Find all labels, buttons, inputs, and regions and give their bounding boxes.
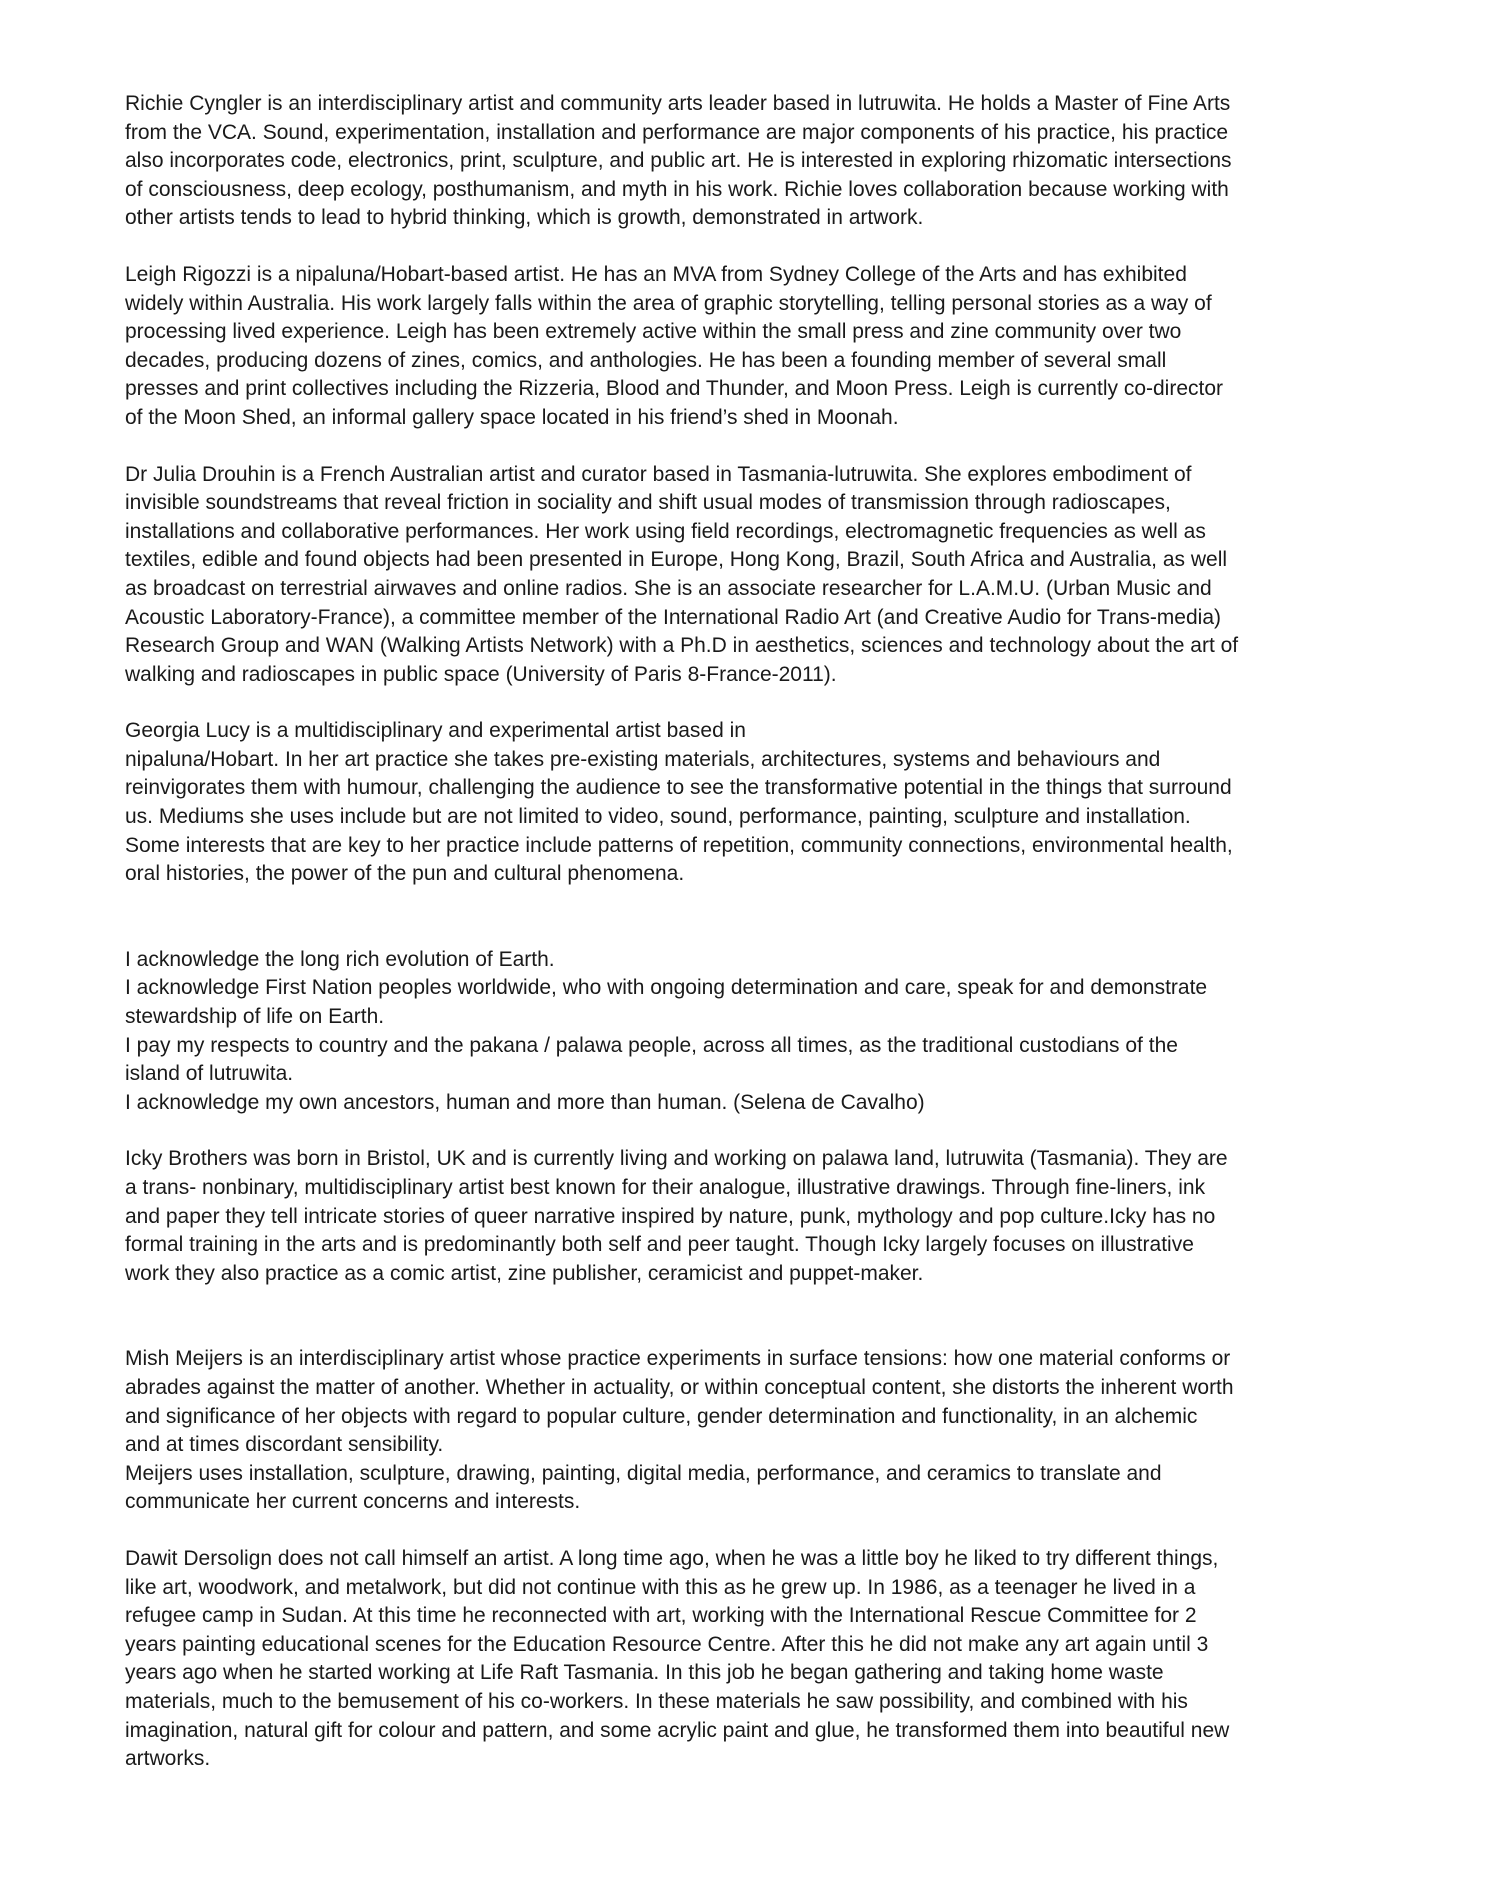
text-line: oral histories, the power of the pun and cultural phenomena. — [125, 862, 685, 886]
text-line: island of lutruwita. — [125, 1062, 294, 1086]
bio-dawit-dersolign — [125, 1545, 1375, 1774]
text-line: us. Mediums she uses include but are not limited to video, sound, performance, painting, sculpture and installation. — [125, 805, 1191, 829]
text-line: and significance of her objects with regard to popular culture, gender determination and functionality, in an alchemic — [125, 1404, 1198, 1428]
acknowledgement-of-country — [125, 946, 1375, 1118]
text-line: I acknowledge First Nation peoples worldwide, who with ongoing determination and care, speak for and demonstrate — [125, 976, 1208, 1000]
text-line: as broadcast on terrestrial airwaves and online radios. She is an associate researcher for L.A.M.U. (Urban Music and — [125, 576, 1212, 600]
text-line: materials, much to the bemusement of his co-workers. In these materials he saw possibility, and combined with his — [125, 1689, 1188, 1713]
text-line: Richie Cyngler is an interdisciplinary artist and community arts leader based in lutruwita. He holds a Master of Fine Arts — [125, 92, 1231, 115]
paragraph-spacer — [125, 889, 1375, 946]
text-line: also incorporates code, electronics, print, sculpture, and public art. He is interested in exploring rhizomatic intersections — [125, 149, 1232, 173]
text-line: walking and radioscapes in public space (University of Paris 8-France-2011). — [125, 662, 837, 686]
text-line: years painting educational scenes for the Education Resource Centre. After this he did not make any art again until 3 — [125, 1632, 1209, 1656]
text-line: I pay my respects to country and the pakana / palawa people, across all times, as the traditional custodians of the — [125, 1033, 1178, 1057]
text-line: Dawit Dersolign does not call himself an artist. A long time ago, when he was a little boy he liked to try different things, — [125, 1546, 1219, 1570]
text-line: and at times discordant sensibility. — [125, 1433, 444, 1457]
text-line: work they also practice as a comic artist, zine publisher, ceramicist and puppet-maker. — [125, 1261, 924, 1285]
text-line: Georgia Lucy is a multidisciplinary and experimental artist based in — [125, 719, 746, 743]
bio-leigh-rigozzi — [125, 261, 1375, 433]
text-line: other artists tends to lead to hybrid thinking, which is growth, demonstrated in artwork. — [125, 206, 924, 230]
paragraph-spacer — [125, 689, 1375, 717]
text-line: I acknowledge my own ancestors, human and more than human. (Selena de Cavalho) — [125, 1090, 925, 1114]
text-line: like art, woodwork, and metalwork, but did not continue with this as he grew up. In 1986, as a teenager he lived in a — [125, 1575, 1196, 1599]
text-line: Dr Julia Drouhin is a French Australian artist and curator based in Tasmania-lutruwita. She explores embodiment of — [125, 462, 1192, 486]
text-line: Some interests that are key to her practice include patterns of repetition, community connections, environmental health, — [125, 833, 1233, 857]
bio-julia-drouhin — [125, 461, 1375, 690]
text-line: Icky Brothers was born in Bristol, UK and is currently living and working on palawa land, lutruwita (Tasmania). They are — [125, 1147, 1228, 1171]
text-line: of the Moon Shed, an informal gallery space located in his friend’s shed in Moonah. — [125, 405, 899, 429]
text-line: from the VCA. Sound, experimentation, installation and performance are major components of his practice, his practice — [125, 120, 1229, 144]
paragraph-spacer — [125, 1517, 1375, 1545]
bio-mish-meijers — [125, 1345, 1375, 1517]
paragraph-spacer — [125, 1117, 1375, 1145]
bio-georgia-lucy — [125, 717, 1375, 889]
text-line: communicate her current concerns and interests. — [125, 1490, 581, 1514]
text-line: and paper they tell intricate stories of queer narrative inspired by nature, punk, mythology and pop culture.Icky has no — [125, 1204, 1216, 1228]
text-line: of consciousness, deep ecology, posthumanism, and myth in his work. Richie loves collaboration because working with — [125, 177, 1229, 201]
paragraph-spacer — [125, 433, 1375, 461]
text-line: imagination, natural gift for colour and pattern, and some acrylic paint and glue, he transformed them into beautiful new — [125, 1718, 1230, 1742]
text-line: refugee camp in Sudan. At this time he reconnected with art, working with the International Rescue Committee for 2 — [125, 1604, 1197, 1628]
text-line: years ago when he started working at Life Raft Tasmania. In this job he began gathering and taking home waste — [125, 1661, 1164, 1685]
text-line: stewardship of life on Earth. — [125, 1005, 385, 1029]
bio-richie-cyngler — [125, 90, 1375, 233]
text-line: artworks. — [125, 1747, 211, 1771]
text-line: invisible soundstreams that reveal friction in sociality and shift usual modes of transmission through radioscapes, — [125, 491, 1171, 515]
text-line: processing lived experience. Leigh has been extremely active within the small press and zine community over two — [125, 320, 1182, 344]
text-line: presses and print collectives including the Rizzeria, Blood and Thunder, and Moon Press. Leigh is currently co-director — [125, 377, 1224, 401]
text-line: Meijers uses installation, sculpture, drawing, painting, digital media, performance, and ceramics to translate and — [125, 1461, 1162, 1485]
paragraph-spacer — [125, 1288, 1375, 1345]
text-line: abrades against the matter of another. Whether in actuality, or within conceptual content, she distorts the inherent worth — [125, 1375, 1234, 1399]
text-line: nipaluna/Hobart. In her art practice she takes pre-existing materials, architectures, systems and behaviours and — [125, 747, 1161, 771]
text-line: reinvigorates them with humour, challenging the audience to see the transformative potential in the things that surround — [125, 776, 1232, 800]
text-line: widely within Australia. His work largely falls within the area of graphic storytelling, telling personal stories as a way of — [125, 291, 1212, 315]
text-line: Acoustic Laboratory-France), a committee member of the International Radio Art (and Creative Audio for Trans-media) — [125, 605, 1221, 629]
document-page — [125, 90, 1375, 1774]
text-line: Research Group and WAN (Walking Artists Network) with a Ph.D in aesthetics, sciences and technology about the art of — [125, 634, 1239, 658]
text-line: installations and collaborative performances. Her work using field recordings, electromagnetic frequencies as well as — [125, 519, 1206, 543]
text-line: textiles, edible and found objects had been presented in Europe, Hong Kong, Brazil, South Africa and Australia, as well — [125, 548, 1228, 572]
bio-icky-brothers — [125, 1145, 1375, 1288]
text-line: I acknowledge the long rich evolution of Earth. — [125, 947, 555, 971]
text-line: formal training in the arts and is predominantly both self and peer taught. Though Icky largely focuses on illustrative — [125, 1233, 1194, 1257]
text-line: Mish Meijers is an interdisciplinary artist whose practice experiments in surface tensions: how one material conforms or — [125, 1347, 1231, 1371]
text-line: decades, producing dozens of zines, comics, and anthologies. He has been a founding member of several small — [125, 348, 1167, 372]
text-line: Leigh Rigozzi is a nipaluna/Hobart-based artist. He has an MVA from Sydney College of the Arts and has exhibited — [125, 262, 1187, 286]
paragraph-spacer — [125, 233, 1375, 261]
text-line: a trans- nonbinary, multidisciplinary artist best known for their analogue, illustrative drawings. Through fine-liners, ink — [125, 1176, 1206, 1199]
